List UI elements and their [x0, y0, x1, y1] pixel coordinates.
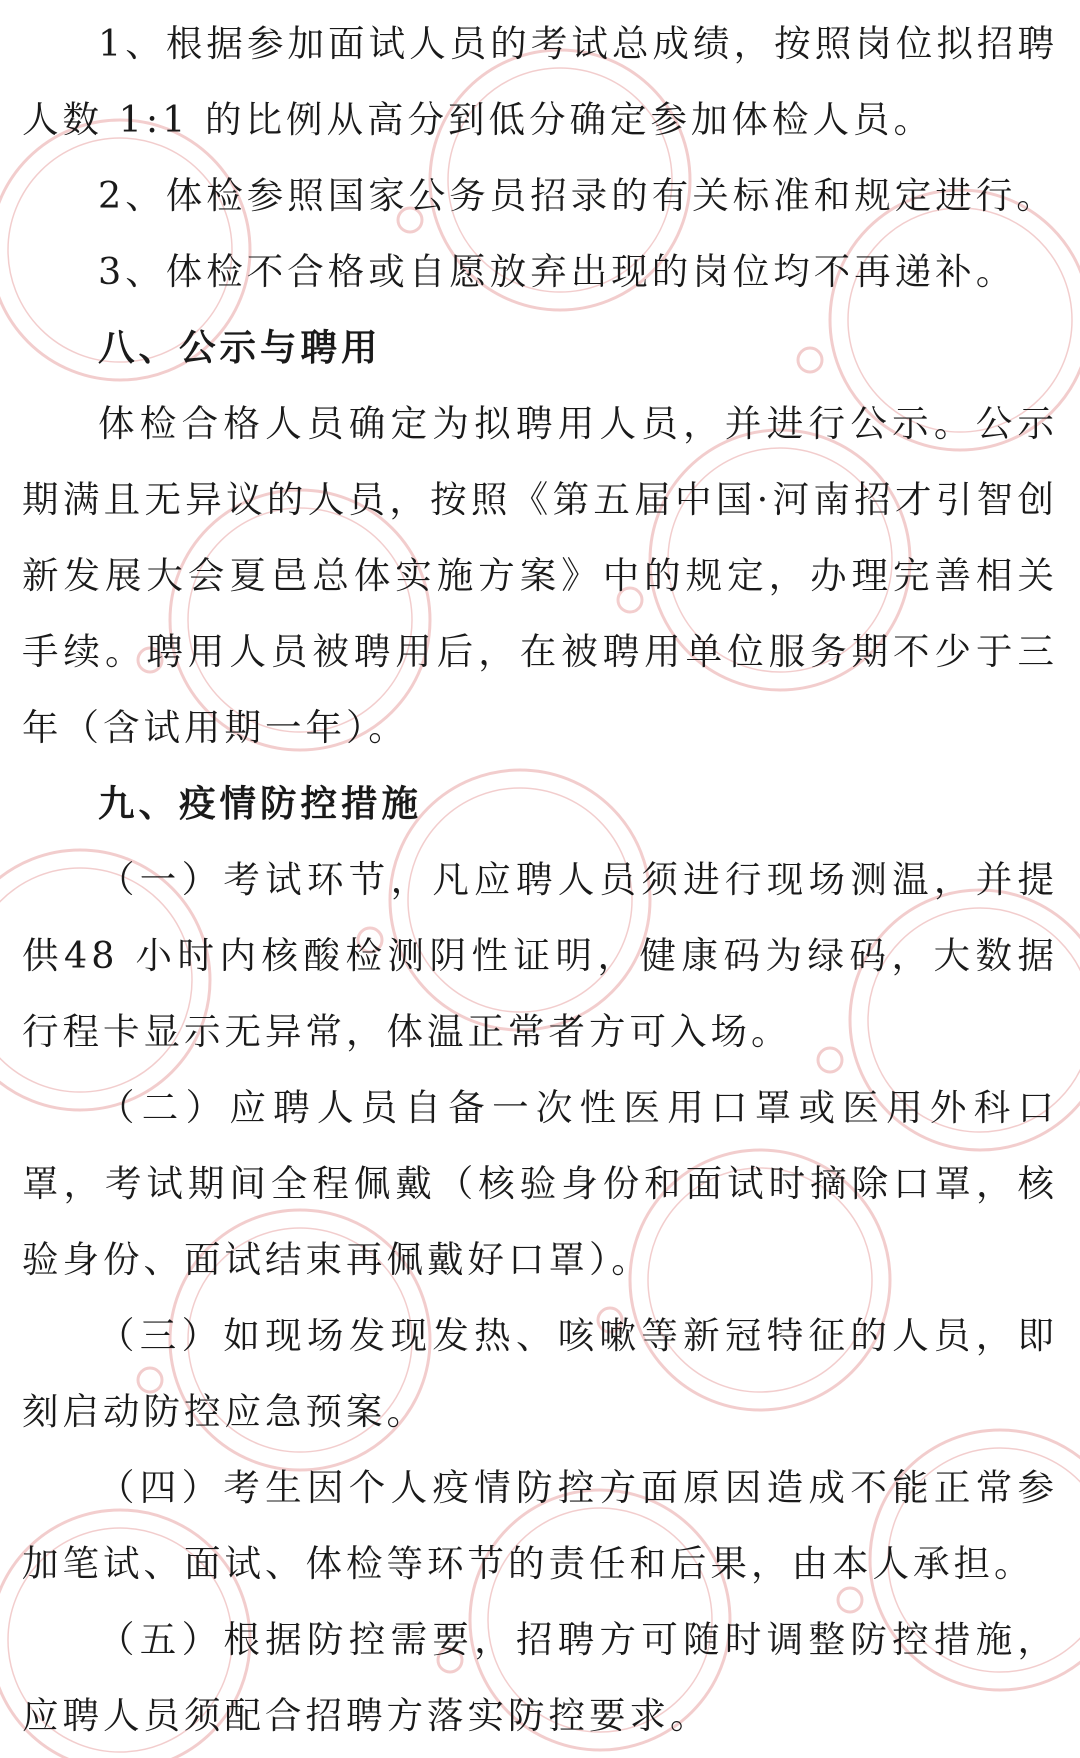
paragraph-publicity: 体检合格人员确定为拟聘用人员，并进行公示。公示期满且无异议的人员，按照《第五届中国·河南招才引智创新发展大会夏邑总体实施方案》中的规定，办理完善相关手续。聘用人员被聘用后，在被聘用单位服务期不少于三年（含试用期一年）。 [22, 402, 1058, 749]
section-heading-epidemic: 九、疫情防控措施 [98, 782, 422, 825]
paragraph-epidemic-5: （五）根据防控需要，招聘方可随时调整防控措施，应聘人员须配合招聘方落实防控要求。 [22, 1618, 1058, 1737]
paragraph-physical-exam-2: 2、体检参照国家公务员招录的有关标准和规定进行。 [98, 174, 1057, 217]
paragraph-epidemic-3: （三）如现场发现发热、咳嗽等新冠特征的人员，即刻启动防控应急预案。 [22, 1314, 1058, 1433]
section-heading-publicity: 八、公示与聘用 [98, 326, 382, 369]
paragraph-epidemic-2: （二）应聘人员自备一次性医用口罩或医用外科口罩，考试期间全程佩戴（核验身份和面试时摘除口罩，核验身份、面试结束再佩戴好口罩）。 [22, 1086, 1058, 1281]
paragraph-physical-exam-1: 1、根据参加面试人员的考试总成绩，按照岗位拟招聘人数 1:1 的比例从高分到低分确定参加体检人员。 [22, 22, 1058, 141]
paragraph-epidemic-1: （一）考试环节，凡应聘人员须进行现场测温，并提供48 小时内核酸检测阴性证明，健康码为绿码，大数据行程卡显示无异常，体温正常者方可入场。 [22, 858, 1058, 1053]
paragraph-physical-exam-3: 3、体检不合格或自愿放弃出现的岗位均不再递补。 [98, 250, 1017, 293]
paragraph-epidemic-4: （四）考生因个人疫情防控方面原因造成不能正常参加笔试、面试、体检等环节的责任和后果，由本人承担。 [22, 1466, 1058, 1585]
